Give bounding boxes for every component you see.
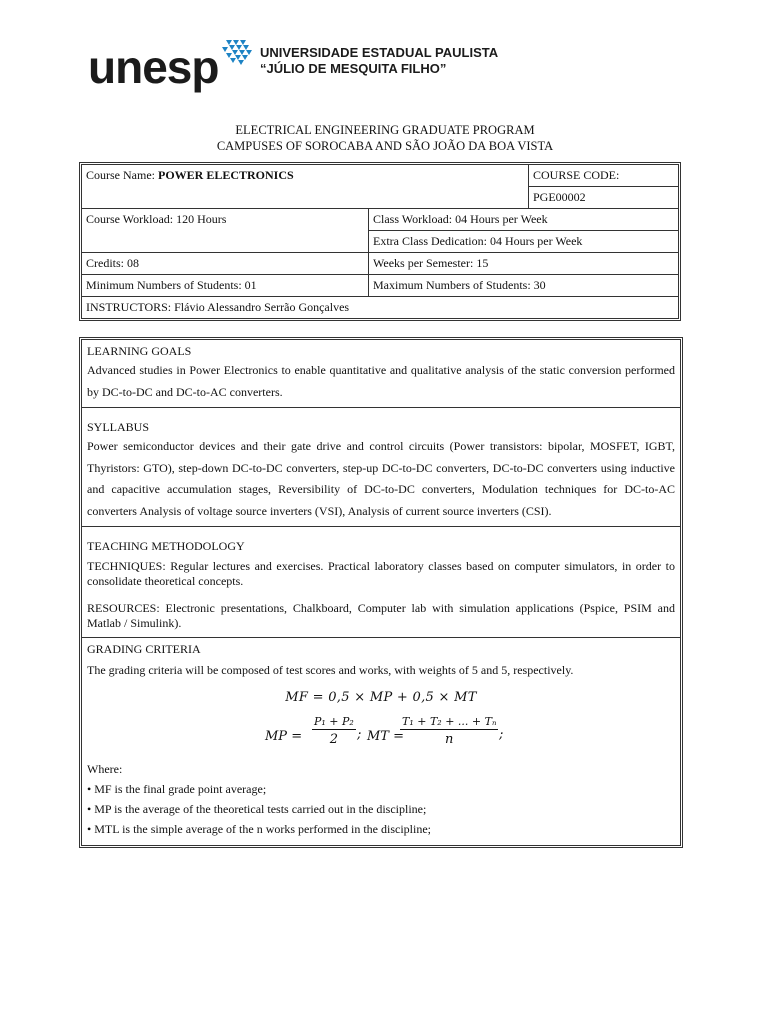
mp-fraction — [312, 715, 356, 747]
course-code-value: PGE00002 — [529, 187, 679, 209]
mp-label: MP = — [265, 729, 303, 744]
min-students: Minimum Numbers of Students: 01 — [82, 275, 369, 297]
mp-denominator: 2 — [329, 732, 339, 747]
university-name: UNIVERSIDADE ESTADUAL PAULISTA — [260, 45, 499, 60]
course-info-table — [81, 164, 679, 319]
mp-numerator: P₁ + P₂ — [314, 715, 354, 728]
learning-goals-text: Advanced studies in Power Electronics to enable quantitative and qualitative analysis of the static conversion performed by DC-to-DC and DC-to-AC converters. — [87, 363, 675, 399]
extra-class-dedication: Extra Class Dedication: 04 Hours per Week — [369, 231, 679, 253]
formula-mf: MF = 0,5 × MP + 0,5 × MT — [285, 690, 477, 705]
course-code-label: COURSE CODE: — [529, 165, 679, 187]
teaching-techniques: TECHNIQUES: Regular lectures and exercises. Practical laboratory classes based on computer simulators, in order to consolidate theoretical concepts. — [87, 559, 675, 588]
max-students: Maximum Numbers of Students: 30 — [369, 275, 679, 297]
formula-separator: ; — [357, 727, 362, 742]
course-workload: Course Workload: 120 Hours — [82, 209, 369, 253]
formula-mp-mt — [87, 715, 675, 755]
grading-bullet-1: • MF is the final grade point average; — [87, 782, 267, 796]
syllabus-section — [82, 408, 680, 527]
class-workload: Class Workload: 04 Hours per Week — [369, 209, 679, 231]
instructors: INSTRUCTORS: Flávio Alessandro Serrão Gonçalves — [82, 297, 679, 319]
mt-label: MT = — [367, 729, 405, 744]
where-label: Where: — [87, 762, 123, 776]
course-details-box — [81, 339, 681, 846]
syllabus-heading: SYLLABUS — [87, 420, 150, 434]
mt-numerator: T₁ + T₂ + ... + Tₙ — [402, 715, 497, 728]
grading-text: The grading criteria will be composed of test scores and works, with weights of 5 and 5, respectively. — [87, 663, 574, 677]
teaching-methodology-section — [82, 527, 680, 638]
teaching-resources: RESOURCES: Electronic presentations, Chalkboard, Computer lab with simulation applications (Pspice, PSIM and Matlab / Simulink). — [87, 601, 675, 630]
learning-goals-heading: LEARNING GOALS — [87, 344, 192, 358]
grading-bullet-2: • MP is the average of the theoretical tests carried out in the discipline; — [87, 802, 427, 816]
grading-criteria-section — [82, 638, 680, 845]
unesp-logo-triangles-icon — [218, 38, 254, 72]
program-line-1: ELECTRICAL ENGINEERING GRADUATE PROGRAM — [235, 123, 535, 137]
weeks-per-semester: Weeks per Semester: 15 — [369, 253, 679, 275]
grading-bullet-3: • MTL is the simple average of the n works performed in the discipline; — [87, 822, 431, 836]
program-line-2: CAMPUSES OF SOROCABA AND SÃO JOÃO DA BOA VISTA — [216, 139, 554, 153]
credits: Credits: 08 — [82, 253, 369, 275]
university-subtitle: “JÚLIO DE MESQUITA FILHO” — [260, 61, 447, 76]
learning-goals-section — [82, 340, 680, 408]
formula-end: ; — [499, 727, 504, 742]
program-title — [0, 122, 770, 154]
course-name-value: POWER ELECTRONICS — [157, 168, 294, 182]
unesp-logo-text: unesp — [88, 41, 219, 93]
mt-denominator: n — [445, 732, 454, 747]
grading-heading: GRADING CRITERIA — [87, 642, 201, 656]
syllabus-text: Power semiconductor devices and their gate drive and control circuits (Power transistors: bipolar, MOSFET, IGBT, Thyristors: GTO), step-down DC-to-DC converters, step-up DC-to-DC converters, DC-to-DC converters using inductive and capacitive accumulation stages, Reversibility of DC-to-DC converters, Modulation techniques for DC-to-AC converters Analysis of voltage source inverters (VSI), Analysis of current source inverters (CSI). — [87, 439, 675, 518]
teaching-heading: TEACHING METHODOLOGY — [87, 539, 245, 553]
course-name-cell: Course Name: POWER ELECTRONICS — [82, 165, 529, 209]
mt-fraction — [400, 715, 498, 747]
